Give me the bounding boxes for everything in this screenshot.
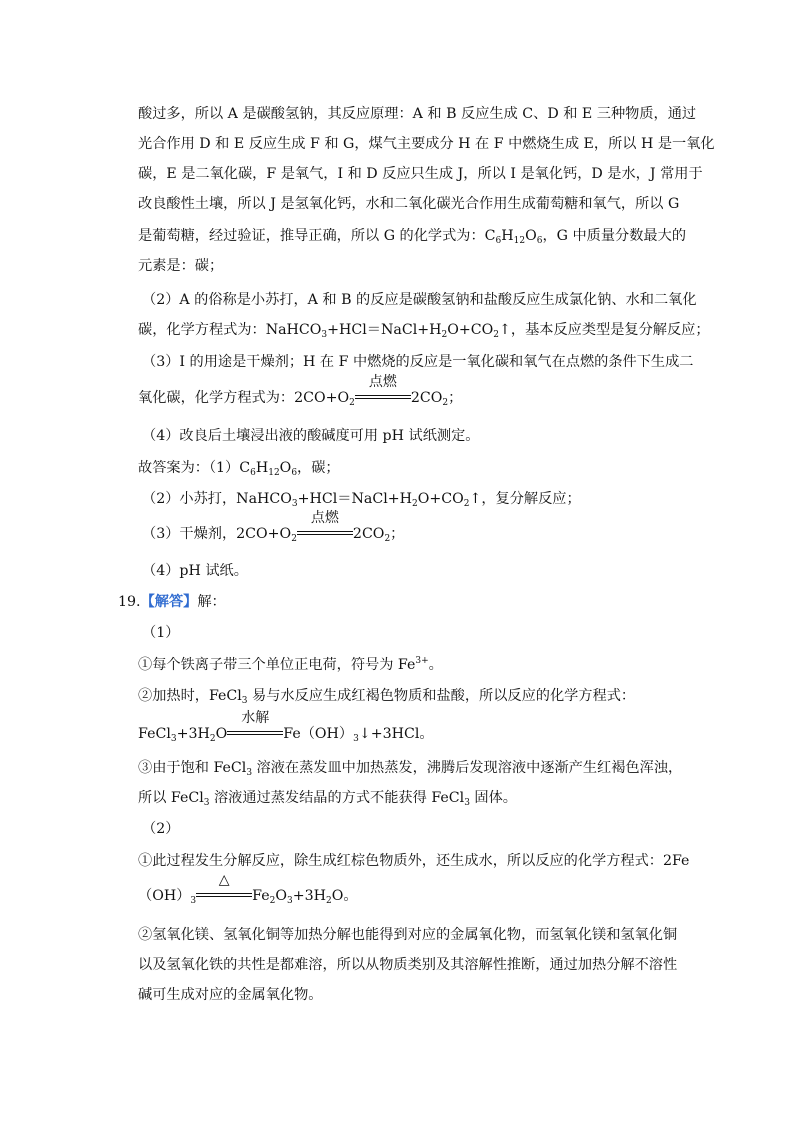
equation-line: 氧化碳，化学方程式为：$2CO+O_2$ 点燃 $2CO_2$； (138, 374, 463, 408)
text-line: 碳，E 是二氧化碳，F 是氧气，I 和 D 反应只生成 J，所以 I 是氧化钙，D 是水，J 常用于 (138, 166, 703, 182)
text-line: 改良酸性土壤，所以 J 是氢氧化钙，水和二氧化碳光合作用生成葡萄糖和氧气，所以 G (138, 196, 680, 212)
text-line: （4）pH 试纸。 (142, 563, 248, 579)
text-line: （2）A 的俗称是小苏打，A 和 B 的反应是碳酸氢钠和盐酸反应生成氯化钠、水和二氧化 (142, 292, 697, 308)
text-line: 酸过多，所以 A 是碳酸氢钠，其反应原理：A 和 B 反应生成 C、D 和 E 三种物质，通过 (138, 106, 697, 122)
text-line: ②加热时，FeCl$_3$ 易与水反应生成红褐色物质和盐酸，所以反应的化学方程式： (138, 688, 636, 706)
text-line: ③由于饱和 FeCl$_3$ 溶液在蒸发皿中加热蒸发，沸腾后发现溶液中逐渐产生红褐色浑浊， (138, 760, 683, 778)
reaction-arrow (355, 374, 411, 408)
text-line: （4）改良后土壤浸出液的酸碱度可用 pH 试纸测定。 (142, 428, 480, 444)
reaction-condition: △ (218, 872, 230, 888)
text-line: 碱可生成对应的金属氧化物。 (138, 987, 323, 1003)
text-line: 光合作用 D 和 E 反应生成 F 和 G，煤气主要成分 H 在 F 中燃烧生成 E，所以 H 是一氧化 (138, 136, 715, 152)
text-line: 元素是：碳； (138, 258, 224, 274)
reaction-condition: 点燃 (368, 374, 397, 390)
text-line: 碳，化学方程式为：$NaHCO_3+HCl=NaCl+H_2O+CO_2↑$，基本反应类型是复分解反应； (138, 322, 710, 340)
equation-line: $FeCl_3+3H_2O$ 水解 $Fe(OH)_3↓+3HCl$。 (138, 710, 434, 744)
equation-line: $(OH)_3$ △ $Fe_2O_3+3H_2O$。 (138, 872, 358, 906)
text-line: 以及氢氧化铁的共性是都难溶，所以从物质类别及其溶解性推断，通过加热分解不溶性 (138, 957, 678, 973)
reaction-arrow (227, 710, 283, 744)
text-line: ①每个铁离子带三个单位正电荷，符号为 $Fe^{3+}$。 (138, 656, 443, 673)
text-line: （2）小苏打，$NaHCO_3+HCl=NaCl+H_2O+CO_2↑$，复分解反应； (142, 491, 581, 509)
text-line: （2） (142, 821, 180, 837)
text-line: 故答案为：$(1)C_6H_{12}O_6$，碳； (138, 460, 340, 478)
reaction-arrow (297, 510, 353, 544)
question-19-header: 19.【解答】解： (118, 594, 226, 610)
equation-line: （3）干燥剂，$2CO+O_2$ 点燃 $2CO_2$； (142, 510, 405, 544)
text-line: ②氢氧化镁、氢氧化铜等加热分解也能得到对应的金属氧化物，而氢氧化镁和氢氧化铜 (138, 927, 678, 943)
text-line: （1） (142, 625, 180, 641)
text-line: （3）I 的用途是干燥剂；H 在 F 中燃烧的反应是一氧化碳和氧气在点燃的条件下生成二 (142, 354, 694, 370)
text-line: 是葡萄糖，经过验证，推导正确，所以 G 的化学式为：$C_6H_{12}O_6$，G 中质量分数最大的 (138, 228, 687, 246)
text-line: ①此过程发生分解反应，除生成红棕色物质外，还生成水，所以反应的化学方程式：2Fe (138, 853, 690, 869)
text-line: 所以 FeCl$_3$ 溶液通过蒸发结晶的方式不能获得 FeCl$_3$ 固体。 (138, 790, 517, 808)
reaction-condition: 点燃 (310, 510, 339, 526)
answer-tag: 【解答】 (140, 594, 198, 610)
reaction-condition: 水解 (241, 710, 270, 726)
reaction-arrow (196, 872, 252, 906)
